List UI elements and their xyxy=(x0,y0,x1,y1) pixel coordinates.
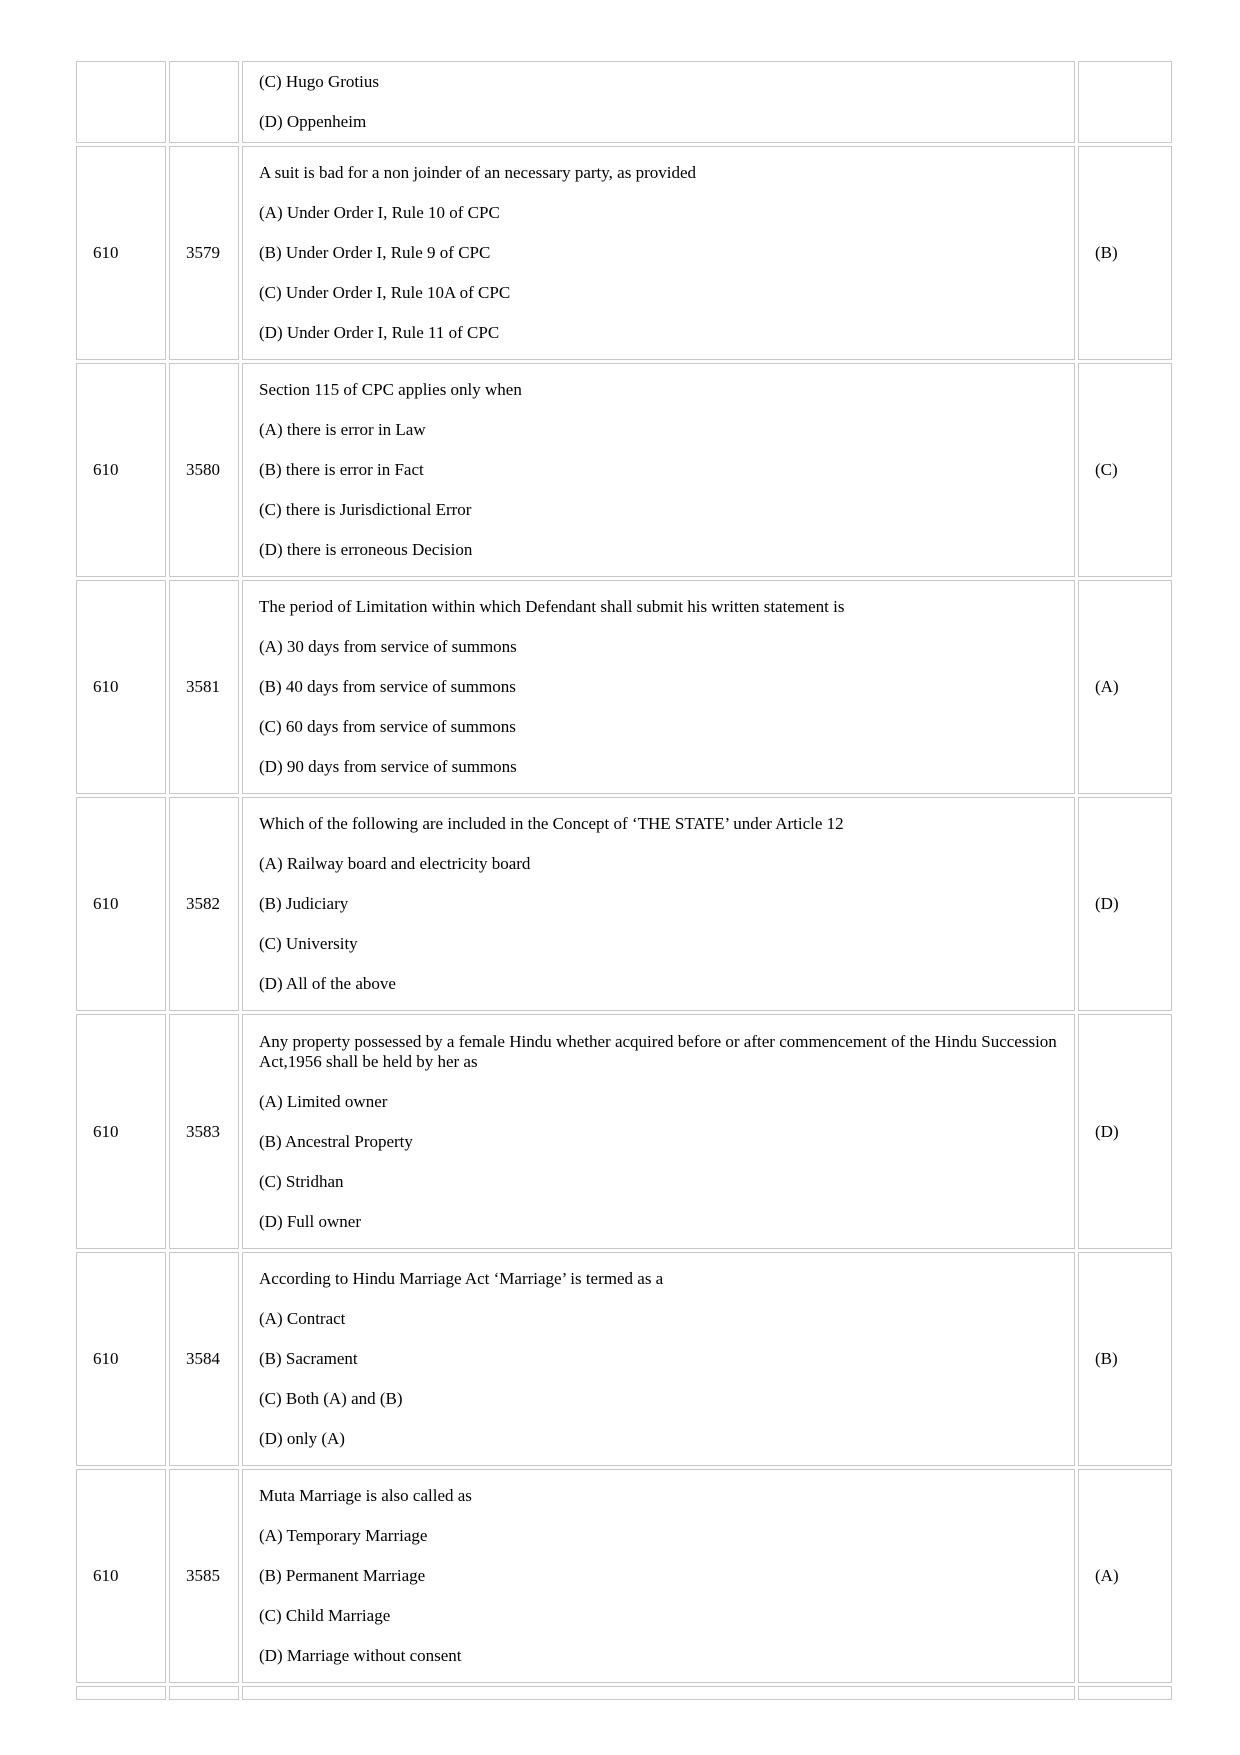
paper-cell: 610 xyxy=(76,1014,166,1249)
option-d: (D) Under Order I, Rule 11 of CPC xyxy=(259,323,500,342)
question-number-cell: 3583 xyxy=(169,1014,239,1249)
option-d: (D) only (A) xyxy=(259,1429,345,1448)
question-text: According to Hindu Marriage Act ‘Marriage’ is termed as a xyxy=(259,1269,664,1288)
option-d: (D) Full owner xyxy=(259,1211,361,1231)
option-a: (A) there is error in Law xyxy=(259,420,426,439)
table-row xyxy=(76,146,1172,360)
answer-cell xyxy=(1078,61,1172,143)
option-a: (A) Railway board and electricity board xyxy=(259,854,531,873)
option-c: (C) Under Order I, Rule 10A of CPC xyxy=(259,283,511,302)
paper-cell: 610 xyxy=(76,1252,166,1466)
question-number-cell: 3584 xyxy=(169,1252,239,1466)
option-c: (C) Child Marriage xyxy=(259,1606,391,1625)
option-b: (B) there is error in Fact xyxy=(259,460,424,479)
table-row-partial-top xyxy=(76,61,1172,143)
question-cell xyxy=(242,1686,1075,1700)
question-text: Which of the following are included in the Concept of ‘THE STATE’ under Article 12 xyxy=(259,814,844,833)
question-text: The period of Limitation within which Defendant shall submit his written statement is xyxy=(259,597,845,616)
answer-cell: (D) xyxy=(1078,797,1172,1011)
option-a: (A) Temporary Marriage xyxy=(259,1526,428,1545)
paper-cell: 610 xyxy=(76,1469,166,1683)
option-c: (C) 60 days from service of summons xyxy=(259,717,516,736)
question-cell xyxy=(242,797,1075,1011)
option-a: (A) Under Order I, Rule 10 of CPC xyxy=(259,203,500,222)
option-c: (C) Hugo Grotius xyxy=(259,72,379,91)
question-number-cell: 3579 xyxy=(169,146,239,360)
option-d: (D) there is erroneous Decision xyxy=(259,540,473,559)
question-cell xyxy=(242,1252,1075,1466)
question-number-cell: 3585 xyxy=(169,1469,239,1683)
option-b: (B) Judiciary xyxy=(259,894,349,913)
question-text: Section 115 of CPC applies only when xyxy=(259,380,522,399)
answer-cell: (D) xyxy=(1078,1014,1172,1249)
option-d: (D) Oppenheim xyxy=(259,112,367,131)
option-d: (D) All of the above xyxy=(259,974,396,993)
table-row xyxy=(76,1469,1172,1683)
paper-cell: 610 xyxy=(76,146,166,360)
question-cell xyxy=(242,580,1075,794)
answer-cell: (A) xyxy=(1078,580,1172,794)
table-row-partial-bottom xyxy=(76,1686,1172,1700)
question-text: Any property possessed by a female Hindu whether acquired before or after commencement of the Hindu Succession Act,1956 shall be held by her as xyxy=(259,1031,1057,1071)
question-cell xyxy=(242,61,1075,143)
option-a: (A) Limited owner xyxy=(259,1091,388,1111)
question-number-cell: 3582 xyxy=(169,797,239,1011)
paper-cell xyxy=(76,1686,166,1700)
option-b: (B) 40 days from service of summons xyxy=(259,677,516,696)
option-c: (C) University xyxy=(259,934,358,953)
option-a: (A) 30 days from service of summons xyxy=(259,637,517,656)
option-b: (B) Under Order I, Rule 9 of CPC xyxy=(259,243,491,262)
table-row xyxy=(76,1252,1172,1466)
option-b: (B) Permanent Marriage xyxy=(259,1566,426,1585)
option-d: (D) 90 days from service of summons xyxy=(259,757,517,776)
table-row xyxy=(76,580,1172,794)
paper-cell: 610 xyxy=(76,797,166,1011)
table-row xyxy=(76,797,1172,1011)
question-cell xyxy=(242,363,1075,577)
questions-table xyxy=(73,58,1175,1703)
option-c: (C) Stridhan xyxy=(259,1171,344,1191)
question-number-cell: 3581 xyxy=(169,580,239,794)
paper-cell: 610 xyxy=(76,580,166,794)
table-row xyxy=(76,363,1172,577)
option-d: (D) Marriage without consent xyxy=(259,1646,462,1665)
option-b: (B) Ancestral Property xyxy=(259,1131,413,1151)
question-cell xyxy=(242,146,1075,360)
question-text: A suit is bad for a non joinder of an necessary party, as provided xyxy=(259,163,697,182)
option-c: (C) Both (A) and (B) xyxy=(259,1389,403,1408)
question-number-cell xyxy=(169,61,239,143)
table-row xyxy=(76,1014,1172,1249)
paper-cell: 610 xyxy=(76,363,166,577)
question-cell xyxy=(242,1469,1075,1683)
question-cell xyxy=(242,1014,1075,1249)
paper-cell xyxy=(76,61,166,143)
option-c: (C) there is Jurisdictional Error xyxy=(259,500,472,519)
question-number-cell xyxy=(169,1686,239,1700)
answer-cell: (B) xyxy=(1078,1252,1172,1466)
answer-cell xyxy=(1078,1686,1172,1700)
answer-cell: (C) xyxy=(1078,363,1172,577)
answer-cell: (B) xyxy=(1078,146,1172,360)
option-a: (A) Contract xyxy=(259,1309,346,1328)
option-b: (B) Sacrament xyxy=(259,1349,358,1368)
question-text: Muta Marriage is also called as xyxy=(259,1486,472,1505)
answer-cell: (A) xyxy=(1078,1469,1172,1683)
question-number-cell: 3580 xyxy=(169,363,239,577)
